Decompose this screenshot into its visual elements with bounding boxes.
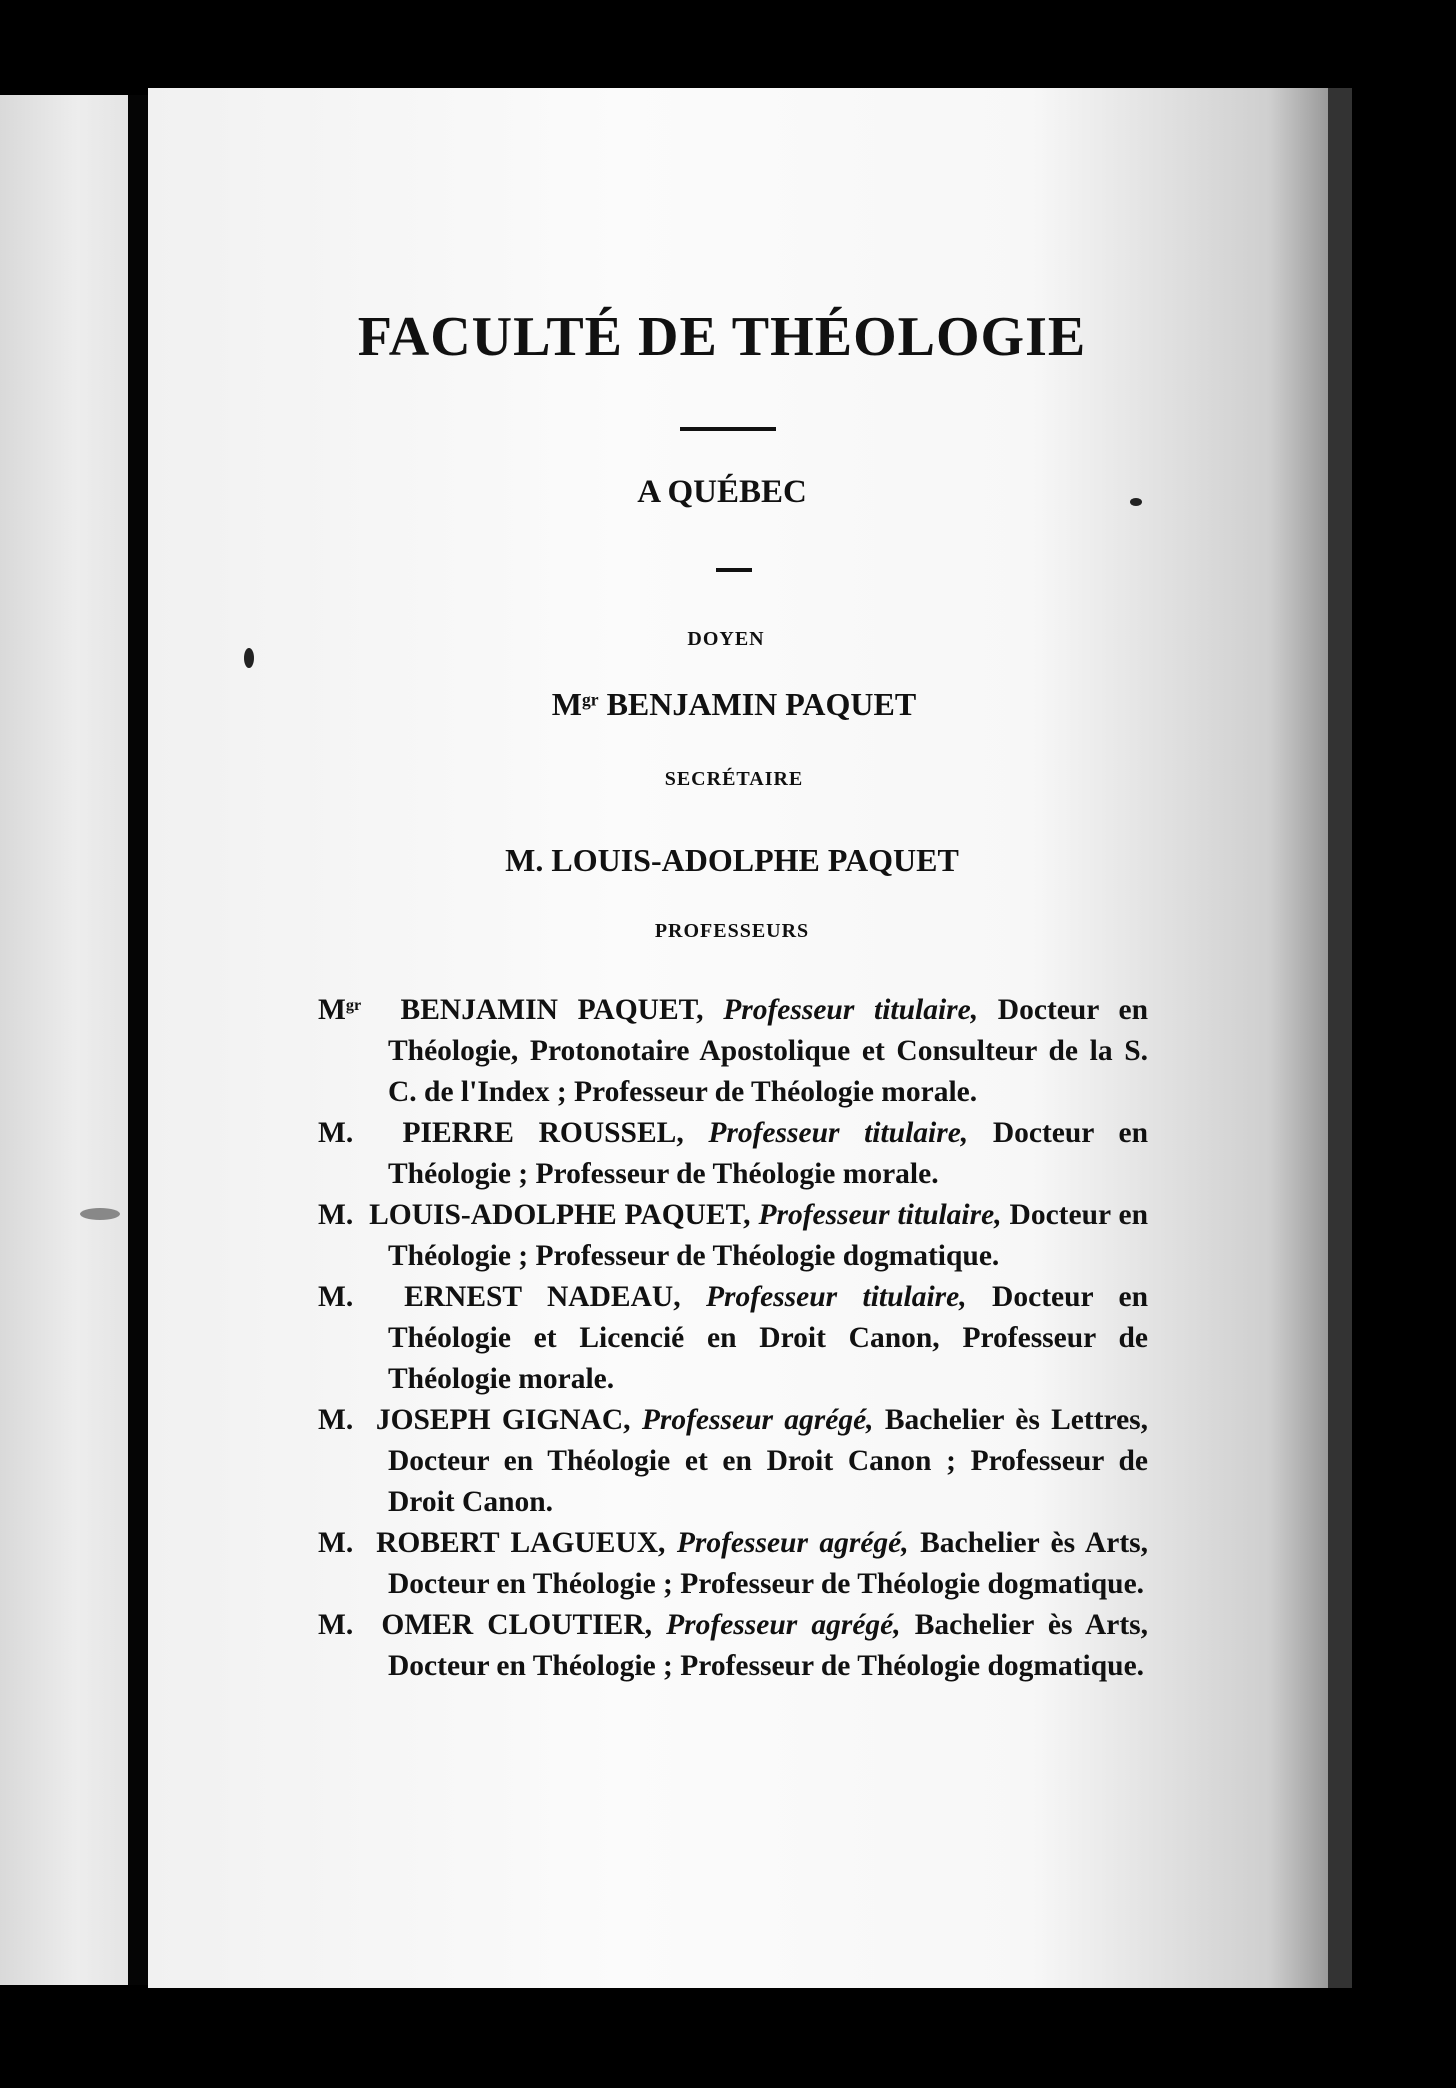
professor-description: Bachelier ès Arts, Docteur en Théologie ; Professeur de Théologie dogmatique. [388, 1526, 1148, 1600]
professor-entry [318, 1523, 1148, 1605]
professor-prefix: M. [318, 1608, 354, 1641]
professors-heading: PROFESSEURS [654, 920, 810, 942]
ink-speck [80, 1208, 120, 1220]
dean-honorific-sup: gr [581, 689, 599, 710]
professor-name: PIERRE ROUSSEL, [402, 1116, 684, 1149]
professor-rank: Professeur titulaire, [706, 1280, 967, 1313]
secretary-heading: SECRÉTAIRE [664, 768, 804, 790]
professor-description: Docteur en Théologie et Licencié en Droit Canon, Professeur de Théologie morale. [388, 1280, 1148, 1395]
professor-description: Docteur en Théologie ; Professeur de Théologie morale. [388, 1116, 1148, 1190]
professor-name: LOUIS-ADOLPHE PAQUET, [369, 1198, 751, 1231]
secretary-name: M. LOUIS-ADOLPHE PAQUET [505, 842, 959, 878]
professor-description: Docteur en Théologie, Protonotaire Apostolique et Consulteur de la S. C. de l'Index ; Professeur de Théologie morale. [388, 993, 1149, 1108]
professor-description: Bachelier ès Arts, Docteur en Théologie ; Professeur de Théologie dogmatique. [388, 1608, 1149, 1682]
place-divider [716, 568, 752, 572]
dean-name: BENJAMIN PAQUET [606, 686, 917, 722]
dean-honorific [552, 686, 599, 722]
professor-entry [318, 985, 1148, 1113]
dean-honorific-M: M [551, 686, 582, 722]
professor-prefix: M. [318, 1403, 354, 1436]
professor-entry [318, 1113, 1148, 1195]
facing-page-fragment [0, 95, 130, 1985]
title-divider [680, 427, 776, 431]
professor-prefix: M. [318, 1526, 354, 1559]
professor-name: ROBERT LAGUEUX, [376, 1526, 666, 1559]
professor-rank: Professeur agrégé, [641, 1403, 874, 1436]
page-edge [1328, 88, 1352, 1988]
dean-heading: DOYEN [687, 628, 765, 650]
professor-name: BENJAMIN PAQUET, [400, 993, 704, 1026]
professor-prefix: M. [318, 1116, 354, 1149]
place-heading: A QUÉBEC [637, 474, 807, 510]
professor-rank: Professeur agrégé, [666, 1608, 901, 1641]
professor-entry [318, 1605, 1148, 1687]
professor-rank: Professeur titulaire, [758, 1198, 1002, 1231]
professor-entry [318, 1195, 1148, 1277]
professor-description: Docteur en Théologie ; Professeur de Théologie dogmatique. [388, 1198, 1149, 1272]
professor-name: OMER CLOUTIER, [381, 1608, 653, 1641]
professor-rank: Professeur titulaire, [708, 1116, 969, 1149]
professors-list [318, 985, 1148, 1687]
professor-prefix: $M^{gr}$ [318, 993, 362, 1026]
book-gutter [128, 95, 148, 1985]
professor-prefix: M. [318, 1198, 354, 1231]
professor-name: ERNEST NADEAU, [404, 1280, 681, 1313]
professor-description: Bachelier ès Lettres, Docteur en Théologie et en Droit Canon ; Professeur de Droit Canon. [388, 1403, 1149, 1518]
professor-name: JOSEPH GIGNAC, [375, 1403, 631, 1436]
professor-entry [318, 1277, 1148, 1400]
page-title: FACULTÉ DE THÉOLOGIE [357, 306, 1087, 368]
professor-prefix: M. [318, 1280, 354, 1313]
professor-rank: Professeur titulaire, [723, 993, 979, 1026]
professor-entry [318, 1400, 1148, 1523]
ink-speck [244, 648, 254, 668]
professor-rank: Professeur agrégé, [676, 1526, 909, 1559]
dean-name-line [6, 686, 1456, 723]
